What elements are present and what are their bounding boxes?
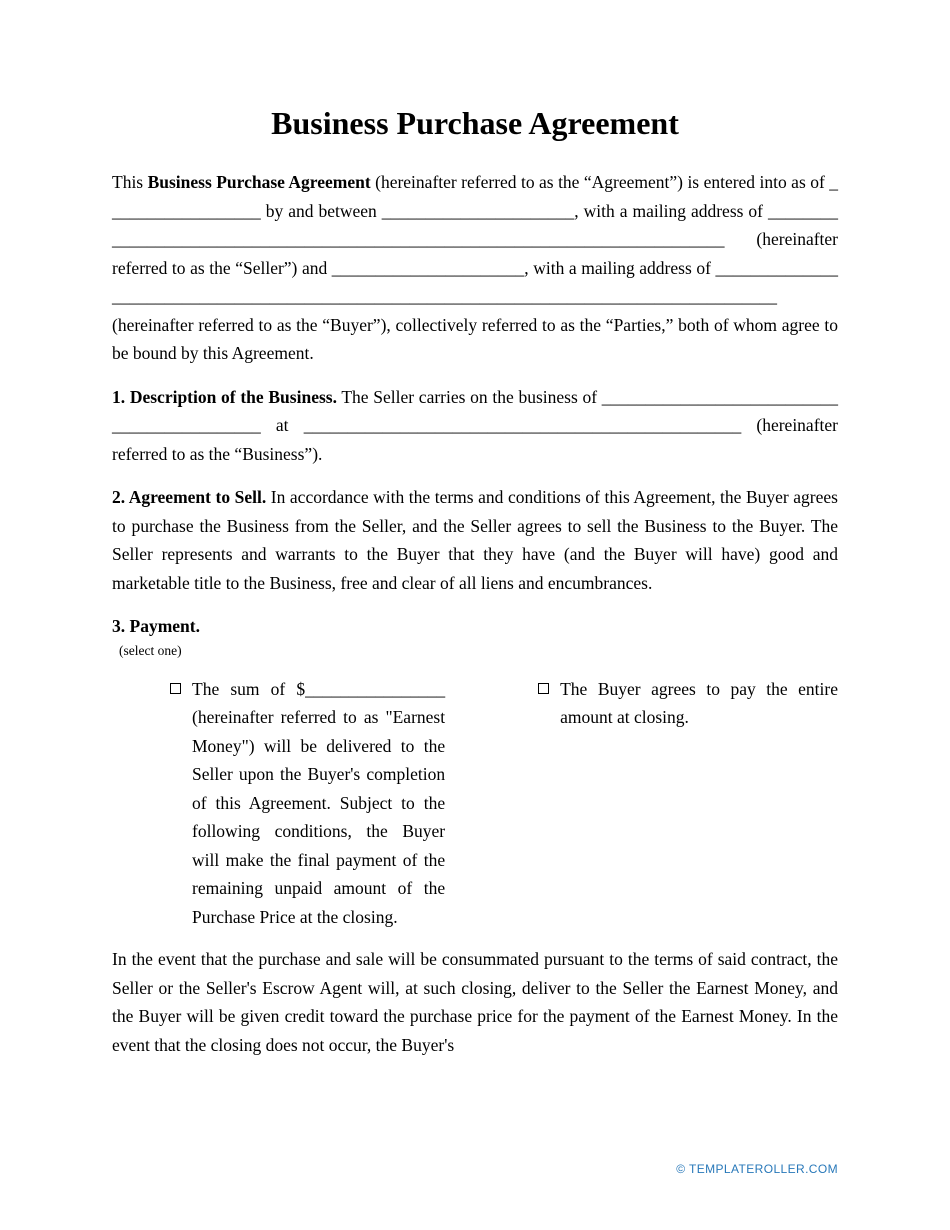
templateroller-link[interactable]: © TEMPLATEROLLER.COM <box>676 1162 838 1176</box>
bold-text: Business Purchase Agreement <box>147 172 371 193</box>
fill-in-blank[interactable]: ______________________________________________________________________________ <box>112 200 838 250</box>
footer <box>112 1160 838 1178</box>
fill-in-blank[interactable]: ________________ <box>305 678 446 699</box>
fill-in-blank[interactable]: __________________ <box>112 172 838 221</box>
text-run: (hereinafter referred to as the “Seller”) and <box>112 229 838 278</box>
document-title: Business Purchase Agreement <box>271 105 679 141</box>
text-run: (hereinafter referred to as the “Agreement”) is entered into as of <box>370 172 830 193</box>
fill-in-blank[interactable]: __________________________________________________ <box>303 415 742 436</box>
text-run: The Buyer agrees to pay the entire amount at closing. <box>560 678 838 728</box>
payment-option-earnest-money[interactable] <box>170 675 445 932</box>
bold-text: 1. Description of the Business. <box>112 386 337 407</box>
select-one-note: (select one) <box>119 642 182 658</box>
payment-option-earnest-money-text <box>192 675 445 932</box>
bold-text: 2. Agreement to Sell. <box>112 487 267 508</box>
payment-option-full-amount-text <box>560 675 838 732</box>
payment-heading: 3. Payment. <box>112 616 200 637</box>
fill-in-blank[interactable]: ____________________________________________ <box>112 386 839 436</box>
text-run: at <box>260 415 304 436</box>
section-description-of-business <box>112 383 838 469</box>
text-run: (hereinafter referred to as the “Buyer”), collectively referred to as the “Parties,” both of whom agree to be bound by this Agreement. <box>112 314 838 364</box>
text-run: (hereinafter referred to as the “Business”). <box>112 415 838 464</box>
section-agreement-to-sell <box>112 483 838 597</box>
fill-in-blank[interactable]: ______________________ <box>381 200 575 221</box>
checkbox-icon[interactable] <box>538 683 549 694</box>
text-run: (hereinafter referred to as "Earnest Money") will be delivered to the Seller upon the Buyer's completion of this Agreement. Subject to the following conditions, the Buyer will make the final payment of the remaining unpaid amount of the Purchase Price at the closing. <box>192 707 446 927</box>
text-run: The sum of $ <box>192 678 306 699</box>
text-run: This <box>112 172 148 193</box>
text-run: In accordance with the terms and conditions of this Agreement, the Buyer agrees to purchase the Business from the Seller, and the Seller agrees to sell the Business to the Buyer. The Seller represents and warrants to the Buyer that they have (and the Buyer will have) good and marketable title to the Business, free and clear of all liens and encumbrances. <box>112 487 838 593</box>
fill-in-blank[interactable]: ______________________ <box>331 257 525 278</box>
intro-paragraph <box>112 168 838 368</box>
payment-option-full-amount[interactable] <box>538 675 838 732</box>
earnest-money-closing-paragraph: In the event that the purchase and sale will be consummated pursuant to the terms of said contract, the Seller or the Seller's Escrow Agent will, at such closing, deliver to the Seller the Earnest Money, and the Buyer will be given credit toward the purchase price for the payment of the Earnest Money. In the event that the closing does not occur, the Buyer's <box>112 949 838 1055</box>
text-run: , with a mailing address of <box>524 257 716 278</box>
fill-in-blank[interactable]: __________________________________________________________________________________________ <box>112 257 838 307</box>
payment-options <box>112 675 838 932</box>
checkbox-icon[interactable] <box>170 683 181 694</box>
text-run: by and between <box>260 200 382 221</box>
section-payment <box>112 612 838 1059</box>
text-run: , with a mailing address of <box>574 200 768 221</box>
text-run: The Seller carries on the business of <box>336 386 602 407</box>
